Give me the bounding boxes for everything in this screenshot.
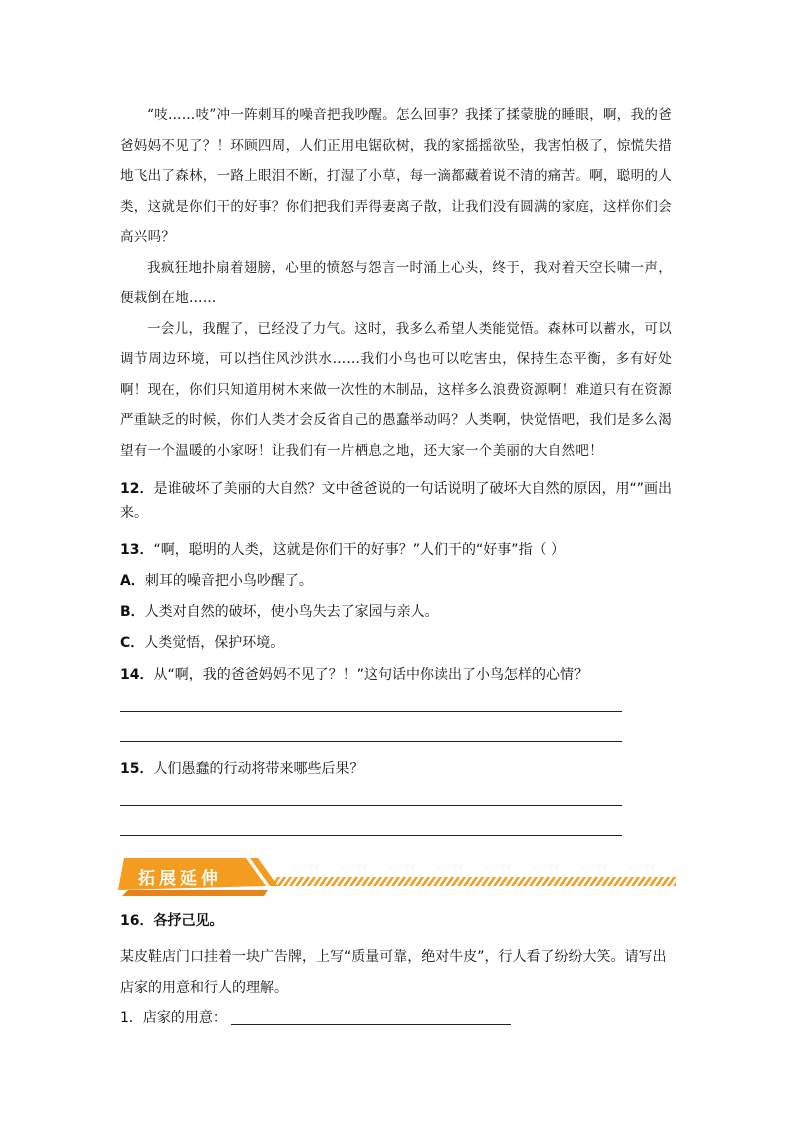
question-14 [120,663,680,687]
question-12 [120,477,680,525]
option-b[interactable] [120,600,439,624]
option-text: 人类对自然的破坏，使小鸟失去了家园与亲人。 [144,604,439,620]
answer-line[interactable] [120,741,622,742]
answer-line[interactable] [231,1024,511,1025]
option-letter: C． [120,635,145,651]
question-number: 13． [120,542,154,558]
section-banner [118,856,678,896]
section-title: 拓展延伸 [138,869,222,889]
passage-paragraph-1: “吱……吱”冲一阵刺耳的噪音把我吵醒。怎么回事？我揉了揉蒙胧的睡眼，啊，我的爸爸妈妈不见了？！环顾四周，人们正用电锯砍树，我的家摇摇欲坠，我害怕极了，惊慌失措地飞出了森林，一路上眼泪不断，打湿了小草，每一滴都藏着说不清的痛苦。啊，聪明的人类，这就是你们干的好事？你们把我们弄得妻离子散，让我们没有圆满的家庭，这样你们会高兴吗？ [120,107,673,245]
question-13 [120,538,680,562]
question-16-prompt: 某皮鞋店门口挂着一块广告牌，上写“质量可靠，绝对牛皮”，行人看了纷纷大笑。请写出店家的用意和行人的理解。 [120,949,667,996]
question-text: 是谁破坏了美丽的大自然？文中爸爸说的一句话说明了破坏大自然的原因，用“”画出来。 [120,481,672,521]
answer-line[interactable] [120,805,622,806]
option-text: 刺耳的噪音把小鸟吵醒了。 [144,573,313,589]
reading-passage [120,100,672,466]
question-number: 14． [120,667,154,683]
question-text: 人们愚蠢的行动将带来哪些后果？ [153,761,364,777]
question-15 [120,757,680,781]
option-text: 人类觉悟，保护环境。 [144,635,285,651]
option-a[interactable] [120,569,313,593]
question-text: 从“啊，我的爸爸妈妈不见了？！”这句话中你读出了小鸟怎样的心情？ [153,667,588,683]
question-text: “啊，聪明的人类，这就是你们干的好事？”人们干的“好事”指（ ） [153,542,565,558]
question-16-label: 16．各抒己见。 [120,913,224,929]
passage-paragraph-2: 我疯狂地扑扇着翅膀，心里的愤怒与怨言一时涌上心头，终于，我对着天空长啸一声，便栽倒在地…… [120,259,672,306]
option-c[interactable] [120,631,284,655]
answer-line[interactable] [120,711,622,712]
option-letter: A． [120,573,145,589]
passage-paragraph-3: 一会儿，我醒了，已经没了力气。这时，我多么希望人类能觉悟。森林可以蓄水，可以调节周边环境，可以挡住风沙洪水……我们小鸟也可以吃害虫，保持生态平衡，多有好处啊！现在，你们只知道用树木来做一次性的木制品，这样多么浪费资源啊！难道只有在资源严重缺乏的时候，你们人类才会反省自己的愚蠢举动吗？人类啊，快觉悟吧，我们是多么渴望有一个温暖的小家呀！让我们有一片栖息之地，还大家一个美丽的大自然吧！ [120,320,672,459]
question-number: 12． [120,481,154,497]
option-letter: B． [120,604,145,620]
question-16-item-1: 1．店家的用意： [120,1010,227,1026]
question-number: 15． [120,761,154,777]
answer-line[interactable] [120,835,622,836]
